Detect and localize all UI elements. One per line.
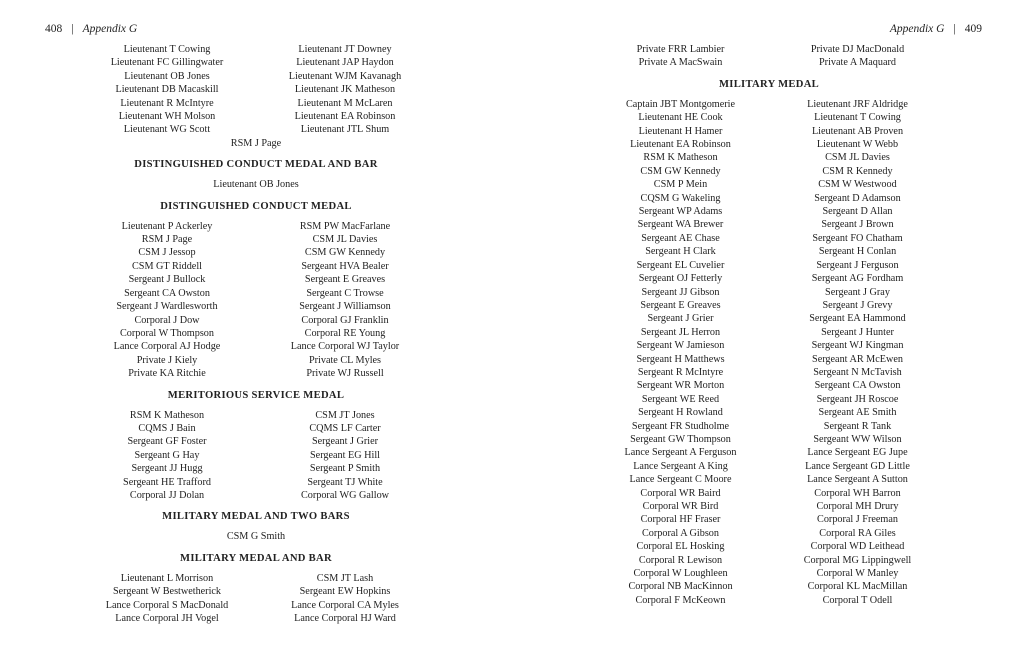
section-spacer	[82, 544, 430, 552]
recipient-name: Private DJ MacDonald	[810, 44, 905, 55]
recipient-name: Lieutenant H Hamer	[638, 125, 723, 137]
recipient-name: Sergeant GF Foster	[127, 436, 207, 448]
recipient-name: Sergeant OJ Fetterly	[638, 273, 723, 285]
recipient-name: Lance Corporal WJ Taylor	[290, 341, 400, 353]
recipient-name: Lieutenant P Ackerley	[121, 220, 213, 232]
recipient-name: Corporal EL Hosking	[636, 541, 725, 553]
recipient-name: Sergeant GW Thompson	[630, 433, 731, 445]
recipient-name: Lieutenant T Cowing	[814, 112, 901, 124]
recipient-name: Sergeant W Bestwetherick	[112, 586, 222, 598]
recipient-name: Private KA Ritchie	[128, 368, 206, 380]
recipient-name: Lieutenant EA Robinson	[630, 139, 731, 151]
recipient-name: Sergeant J Hunter	[821, 326, 894, 338]
recipient-name: Sergeant J Grier	[647, 313, 714, 325]
recipient-name: Lieutenant JK Matheson	[294, 84, 396, 96]
recipient-name: Sergeant WP Adams	[638, 206, 723, 218]
recipient-name: Lieutenant JAP Haydon	[296, 57, 394, 69]
recipient-name: Lance Corporal CA Myles	[291, 599, 399, 611]
recipient-name: CSM J Jessop	[138, 247, 196, 259]
recipient-name: CSM JT Lash	[316, 572, 374, 584]
recipient-name: Corporal MH Drury	[816, 501, 899, 512]
recipient-name: Sergeant WA Brewer	[637, 219, 724, 231]
recipient-name: Lieutenant WJM Kavanagh	[288, 70, 402, 82]
recipient-name: Lance Corporal S MacDonald	[105, 599, 229, 611]
recipient-name: CSM GT Riddell	[131, 260, 202, 272]
recipient-name: Lance Sergeant GD Little	[805, 460, 910, 472]
recipient-name: Sergeant E Greaves	[640, 299, 721, 311]
section-heading: MILITARY MEDAL AND BAR	[180, 552, 332, 564]
recipient-name: Lieutenant OB Jones	[124, 70, 210, 82]
recipient-name: Sergeant AR McEwen	[812, 353, 903, 365]
recipient-name: Corporal HF Fraser	[640, 514, 721, 526]
recipient-name: CSM GW Kennedy	[304, 247, 386, 259]
section-spacer	[82, 192, 430, 200]
section-heading: MILITARY MEDAL AND TWO BARS	[162, 511, 350, 523]
recipient-name: Sergeant EL Cuvelier	[636, 259, 725, 271]
recipient-name: Lieutenant EA Robinson	[294, 111, 396, 123]
recipient-name: Lieutenant JRF Aldridge	[807, 98, 908, 110]
recipient-name: Lance Corporal AJ Hodge	[113, 341, 221, 353]
recipient-name: Lieutenant W Webb	[816, 139, 899, 151]
section-spacer	[82, 381, 430, 389]
recipient-name: CSM W Westwood	[818, 179, 897, 191]
recipient-name: Sergeant EW Hopkins	[299, 586, 391, 598]
recipient-name: Corporal W Loughleen	[633, 568, 728, 580]
recipient-name: Sergeant CA Owston	[814, 380, 901, 392]
recipient-name: Lance Sergeant A Sutton	[807, 474, 908, 486]
recipient-name: RSM K Matheson	[643, 152, 718, 164]
recipient-name: Sergeant WR Morton	[636, 380, 725, 392]
recipient-name: Corporal RE Young	[304, 327, 386, 339]
recipient-name: Sergeant J Williamson	[299, 301, 391, 313]
recipient-name: Sergeant J Brown	[821, 219, 894, 231]
header-separator: |	[953, 23, 956, 35]
recipient-name: Corporal T Odell	[822, 594, 893, 606]
recipient-name: CSM JT Jones	[315, 409, 375, 421]
recipient-name: Sergeant WE Reed	[641, 393, 720, 405]
right-page-header	[890, 23, 982, 35]
recipient-name: Sergeant FO Chatham	[812, 232, 903, 244]
recipient-name: Private A Maquard	[819, 57, 896, 69]
section-heading: DISTINGUISHED CONDUCT MEDAL AND BAR	[134, 159, 378, 171]
recipient-name: Corporal WD Leithead	[810, 541, 905, 553]
name-list	[82, 178, 430, 191]
running-header-title: Appendix G	[82, 23, 138, 35]
recipient-name: Sergeant J Grevy	[822, 299, 893, 311]
recipient-name: RSM J Page	[230, 137, 282, 149]
recipient-name: Sergeant FR Studholme	[631, 420, 730, 432]
name-list	[82, 43, 430, 150]
recipient-name: Sergeant J Gray	[825, 286, 890, 298]
header-separator: |	[71, 23, 74, 35]
recipient-name: Corporal W Thompson	[120, 327, 214, 339]
recipient-name: CQMS J Bain	[138, 422, 196, 434]
recipient-name: Captain JBT Montgomerie	[625, 98, 736, 110]
recipient-name: Sergeant HVA Bealer	[301, 260, 389, 272]
recipient-name: CSM R Kennedy	[822, 165, 893, 177]
recipient-name: Sergeant EA Hammond	[809, 313, 906, 325]
recipient-name: Sergeant R Tank	[823, 420, 892, 432]
recipient-name: Private A MacSwain	[638, 57, 723, 69]
recipient-name: CSM P Mein	[653, 179, 708, 191]
recipient-name: RSM PW MacFarlane	[299, 220, 391, 232]
recipient-name: Corporal WG Gallow	[300, 489, 390, 501]
section-heading: MILITARY MEDAL	[718, 78, 820, 90]
recipient-name: Corporal WR Baird	[640, 487, 721, 499]
name-list	[82, 220, 430, 381]
recipient-name: Sergeant P Smith	[309, 463, 381, 475]
name-list	[82, 409, 430, 503]
recipient-name: RSM J Page	[141, 234, 193, 246]
recipient-name: Private FRR Lambier	[636, 44, 725, 55]
recipient-name: Lieutenant DB Macaskill	[115, 84, 219, 96]
recipient-name: Private WJ Russell	[306, 368, 384, 380]
recipient-name: Sergeant H Clark	[645, 246, 716, 258]
page-number: 408	[45, 23, 63, 35]
recipient-name: Sergeant AG Fordham	[811, 273, 904, 285]
recipient-name: Corporal J Freeman	[817, 514, 898, 526]
recipient-name: Sergeant JJ Hugg	[131, 463, 203, 475]
name-list	[82, 572, 430, 626]
page-number: 409	[964, 23, 982, 35]
recipient-name: Sergeant H Matthews	[636, 353, 725, 365]
recipient-name: Sergeant G Hay	[134, 449, 200, 461]
recipient-name: Private J Kiely	[136, 354, 198, 366]
recipient-name: Sergeant CA Owston	[124, 287, 210, 299]
recipient-name: Lieutenant T Cowing	[123, 44, 211, 55]
recipient-name: Corporal R Lewison	[638, 554, 723, 566]
recipient-name: Corporal NB MacKinnon	[628, 581, 733, 593]
recipient-name: Sergeant D Adamson	[814, 192, 901, 204]
section-spacer	[82, 502, 430, 510]
recipient-name: CSM JL Davies	[825, 152, 890, 164]
recipient-name: CSM GW Kennedy	[640, 165, 721, 177]
section-spacer	[596, 70, 942, 78]
left-page-body	[82, 43, 430, 625]
recipient-name: Corporal A Gibson	[642, 527, 719, 539]
recipient-name: Private CL Myles	[308, 354, 382, 366]
recipient-name: Lieutenant AB Proven	[811, 125, 904, 137]
recipient-name: Corporal MG Lippingwell	[803, 554, 912, 566]
recipient-name: Lance Sergeant A King	[633, 460, 728, 472]
recipient-name: CQSM G Wakeling	[640, 192, 721, 204]
recipient-name: Sergeant AE Smith	[818, 407, 897, 419]
recipient-name: Sergeant EG Hill	[310, 449, 380, 461]
recipient-name: Corporal F McKeown	[635, 594, 726, 606]
recipient-name: Sergeant E Greaves	[304, 274, 386, 286]
recipient-name: Lieutenant M McLaren	[297, 97, 393, 109]
recipient-name: Sergeant R McIntyre	[637, 366, 724, 378]
recipient-name: Sergeant J Grier	[311, 436, 378, 448]
recipient-name: Sergeant AE Chase	[641, 232, 720, 244]
recipient-name: Sergeant TJ White	[307, 476, 383, 488]
right-page	[512, 0, 1024, 662]
recipient-name: CSM G Smith	[226, 531, 286, 543]
recipient-name: Corporal RA Giles	[819, 527, 896, 539]
recipient-name: RSM K Matheson	[129, 409, 205, 421]
recipient-name: Lance Sergeant EG Jupe	[807, 447, 908, 459]
recipient-name: CQMS LF Carter	[309, 422, 381, 434]
recipient-name: Lieutenant FC Gillingwater	[110, 57, 224, 69]
recipient-name: Corporal JJ Dolan	[129, 489, 205, 501]
recipient-name: Sergeant C Trowse	[306, 287, 384, 299]
recipient-name: Lance Sergeant C Moore	[629, 474, 732, 486]
recipient-name: Lieutenant OB Jones	[213, 179, 299, 191]
recipient-name: CSM JL Davies	[312, 234, 378, 246]
recipient-name: Corporal KL MacMillan	[807, 581, 908, 593]
recipient-name: Sergeant J Wardlesworth	[116, 301, 218, 313]
recipient-name: Corporal W Manley	[816, 568, 899, 580]
recipient-name: Sergeant JH Roscoe	[816, 393, 899, 405]
right-page-body	[596, 43, 942, 607]
recipient-name: Sergeant D Allan	[822, 206, 893, 218]
recipient-name: Lance Corporal HJ Ward	[294, 613, 396, 624]
section-heading: DISTINGUISHED CONDUCT MEDAL	[160, 200, 352, 212]
recipient-name: Sergeant WW Wilson	[813, 433, 902, 445]
running-header-title: Appendix G	[889, 23, 945, 35]
recipient-name: Lance Corporal JH Vogel	[115, 613, 219, 624]
recipient-name: Sergeant J Bullock	[128, 274, 206, 286]
recipient-name: Lieutenant R McIntyre	[120, 97, 214, 109]
recipient-name: Lieutenant WH Molson	[118, 111, 216, 123]
recipient-name: Lieutenant L Morrison	[120, 572, 214, 584]
recipient-name: Lieutenant JT Downey	[298, 44, 392, 55]
name-list	[82, 530, 430, 543]
recipient-name: Sergeant WJ Kingman	[811, 340, 904, 352]
recipient-name: Sergeant JJ Gibson	[641, 286, 720, 298]
recipient-name: Corporal J Dow	[134, 314, 200, 326]
recipient-name: Sergeant HE Trafford	[123, 476, 211, 488]
recipient-name: Lieutenant HE Cook	[638, 112, 723, 124]
section-heading: MERITORIOUS SERVICE MEDAL	[167, 389, 345, 401]
recipient-name: Corporal WH Barron	[814, 487, 901, 499]
recipient-name: Lieutenant WG Scott	[123, 124, 211, 136]
recipient-name: Lieutenant JTL Shum	[300, 124, 390, 136]
name-list	[596, 98, 942, 607]
left-page-header	[45, 23, 137, 35]
recipient-name: Sergeant JL Herron	[640, 326, 721, 338]
recipient-name: Sergeant J Ferguson	[816, 259, 899, 271]
recipient-name: Corporal WR Bird	[642, 501, 719, 512]
recipient-name: Corporal GJ Franklin	[301, 314, 389, 326]
section-spacer	[82, 150, 430, 158]
recipient-name: Sergeant N McTavish	[813, 366, 902, 378]
recipient-name: Sergeant W Jamieson	[636, 340, 725, 352]
recipient-name: Sergeant H Conlan	[818, 246, 897, 258]
recipient-name: Sergeant H Rowland	[638, 407, 723, 419]
recipient-name: Lance Sergeant A Ferguson	[624, 447, 737, 459]
name-list	[596, 43, 942, 70]
